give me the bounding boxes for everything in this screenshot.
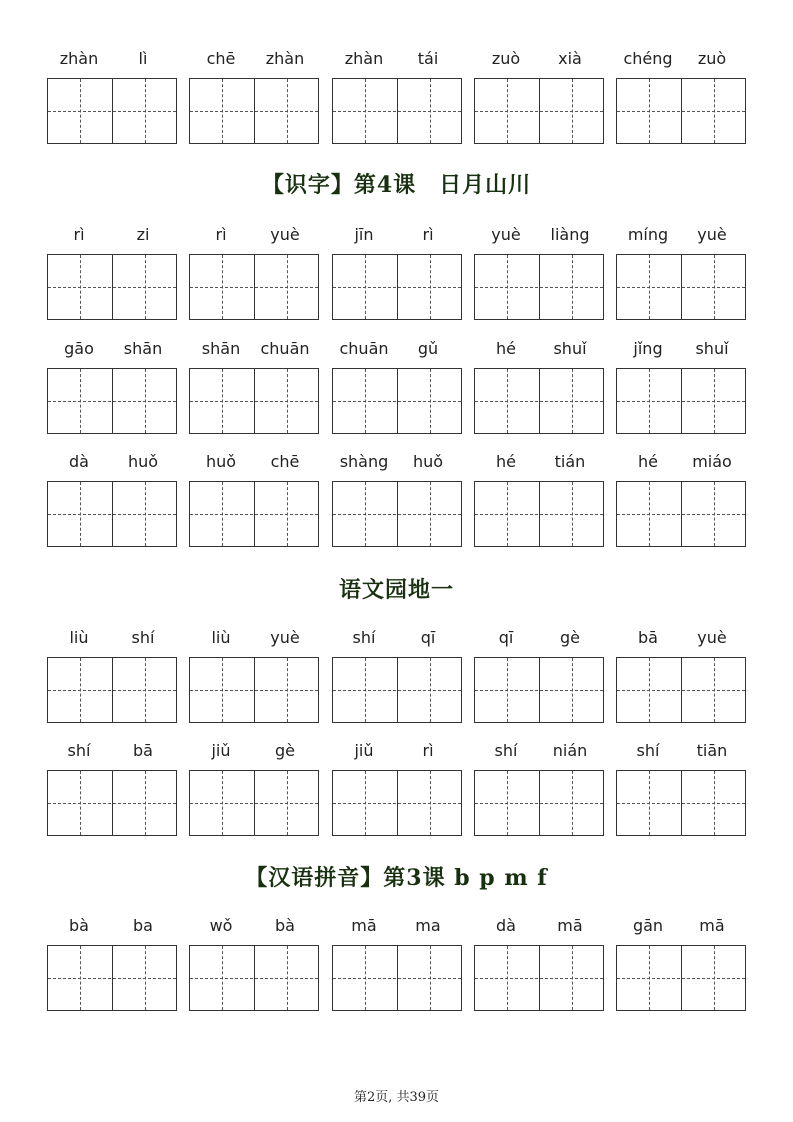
tianzige-box	[47, 368, 177, 434]
cell-guide-horizontal	[617, 978, 745, 979]
tianzige-box	[189, 481, 319, 547]
pinyin-label: rì	[73, 225, 85, 244]
cell-guide-horizontal	[617, 803, 745, 804]
tianzige-box	[189, 78, 319, 144]
pinyin-label: zhàn	[265, 49, 305, 68]
cell-guide-horizontal	[48, 111, 176, 112]
pinyin-label: huǒ	[205, 452, 237, 471]
pinyin-label: tián	[554, 452, 586, 471]
pinyin-label: shàng	[339, 452, 389, 471]
tianzige-box	[616, 78, 746, 144]
pinyin-label: bā	[638, 628, 658, 647]
cell-guide-horizontal	[333, 690, 461, 691]
pinyin-label: zuò	[697, 49, 727, 68]
pinyin-label: shuǐ	[553, 339, 587, 358]
pinyin-label: yuè	[697, 628, 727, 647]
cell-guide-horizontal	[475, 287, 603, 288]
pinyin-label: dà	[496, 916, 516, 935]
pinyin-label: hé	[638, 452, 658, 471]
tianzige-box	[189, 945, 319, 1011]
pinyin-label: shān	[123, 339, 163, 358]
tianzige-box	[47, 657, 177, 723]
tianzige-box	[47, 481, 177, 547]
tianzige-box	[474, 770, 604, 836]
pinyin-label: gè	[275, 741, 295, 760]
cell-guide-horizontal	[48, 514, 176, 515]
pinyin-label: mā	[557, 916, 583, 935]
pinyin-label: nián	[552, 741, 588, 760]
tianzige-box	[616, 657, 746, 723]
pinyin-label: tái	[417, 49, 439, 68]
pinyin-label: gāo	[64, 339, 94, 358]
tianzige-box	[332, 78, 462, 144]
tianzige-box	[47, 770, 177, 836]
tianzige-box	[474, 945, 604, 1011]
tianzige-box	[332, 770, 462, 836]
cell-guide-horizontal	[190, 978, 318, 979]
pinyin-label: shí	[636, 741, 660, 760]
tianzige-box	[47, 254, 177, 320]
pinyin-label: chuān	[260, 339, 310, 358]
cell-guide-horizontal	[475, 690, 603, 691]
cell-guide-horizontal	[333, 514, 461, 515]
cell-guide-horizontal	[617, 111, 745, 112]
tianzige-box	[189, 770, 319, 836]
pinyin-label: miáo	[692, 452, 732, 471]
tianzige-box	[47, 945, 177, 1011]
pinyin-label: zi	[136, 225, 150, 244]
cell-guide-horizontal	[617, 401, 745, 402]
pinyin-label: qī	[420, 628, 436, 647]
pinyin-label: liàng	[550, 225, 590, 244]
tianzige-box	[616, 368, 746, 434]
pinyin-label: gān	[632, 916, 664, 935]
pinyin-label: rì	[422, 741, 434, 760]
cell-guide-horizontal	[333, 401, 461, 402]
pinyin-label: gǔ	[417, 339, 439, 358]
pinyin-label: míng	[627, 225, 669, 244]
pinyin-label: mā	[699, 916, 725, 935]
cell-guide-horizontal	[190, 111, 318, 112]
cell-guide-horizontal	[48, 287, 176, 288]
cell-guide-horizontal	[190, 690, 318, 691]
tianzige-box	[189, 657, 319, 723]
pinyin-label: zhàn	[344, 49, 384, 68]
pinyin-label: liù	[211, 628, 231, 647]
tianzige-box	[474, 254, 604, 320]
cell-guide-horizontal	[333, 978, 461, 979]
pinyin-label: huǒ	[127, 452, 159, 471]
pinyin-label: mā	[351, 916, 377, 935]
pinyin-label: yuè	[697, 225, 727, 244]
pinyin-label: dà	[69, 452, 89, 471]
cell-guide-horizontal	[617, 690, 745, 691]
cell-guide-horizontal	[475, 111, 603, 112]
tianzige-box	[616, 481, 746, 547]
pinyin-label: rì	[215, 225, 227, 244]
cell-guide-horizontal	[333, 287, 461, 288]
pinyin-label: qī	[498, 628, 514, 647]
pinyin-label: ba	[133, 916, 153, 935]
pinyin-label: shí	[352, 628, 376, 647]
pinyin-label: chéng	[623, 49, 673, 68]
pinyin-label: shān	[201, 339, 241, 358]
cell-guide-horizontal	[48, 401, 176, 402]
cell-guide-horizontal	[617, 287, 745, 288]
pinyin-label: yuè	[270, 225, 300, 244]
cell-guide-horizontal	[190, 401, 318, 402]
pinyin-label: jiǔ	[354, 741, 374, 760]
cell-guide-horizontal	[190, 287, 318, 288]
pinyin-label: zhàn	[59, 49, 99, 68]
pinyin-label: shí	[131, 628, 155, 647]
cell-guide-horizontal	[333, 803, 461, 804]
pinyin-label: yuè	[491, 225, 521, 244]
pinyin-label: yuè	[270, 628, 300, 647]
cell-guide-horizontal	[475, 978, 603, 979]
cell-guide-horizontal	[475, 803, 603, 804]
tianzige-box	[47, 78, 177, 144]
pinyin-label: shí	[67, 741, 91, 760]
pinyin-label: bà	[69, 916, 89, 935]
cell-guide-horizontal	[333, 111, 461, 112]
pinyin-label: hé	[496, 339, 516, 358]
pinyin-label: zuò	[491, 49, 521, 68]
pinyin-label: ma	[415, 916, 441, 935]
pinyin-label: chē	[270, 452, 300, 471]
pinyin-label: chuān	[339, 339, 389, 358]
pinyin-label: jǐng	[633, 339, 663, 358]
pinyin-label: huǒ	[412, 452, 444, 471]
lesson-heading-2: 语文园地一	[338, 577, 454, 603]
cell-guide-horizontal	[190, 514, 318, 515]
pinyin-label: gè	[560, 628, 580, 647]
pinyin-label: jiǔ	[211, 741, 231, 760]
cell-guide-horizontal	[48, 978, 176, 979]
lesson-heading-3: 【汉语拼音】第3课 b p m f	[245, 865, 548, 891]
pinyin-label: liù	[69, 628, 89, 647]
tianzige-box	[474, 78, 604, 144]
cell-guide-horizontal	[48, 803, 176, 804]
tianzige-box	[332, 657, 462, 723]
tianzige-box	[616, 945, 746, 1011]
cell-guide-horizontal	[475, 401, 603, 402]
tianzige-box	[332, 481, 462, 547]
tianzige-box	[474, 657, 604, 723]
tianzige-box	[474, 368, 604, 434]
pinyin-label: tiān	[696, 741, 728, 760]
pinyin-label: wǒ	[209, 916, 233, 935]
pinyin-label: shuǐ	[695, 339, 729, 358]
page-footer: 第2页, 共39页	[353, 1090, 440, 1105]
tianzige-box	[332, 254, 462, 320]
tianzige-box	[616, 254, 746, 320]
pinyin-label: lì	[138, 49, 148, 68]
pinyin-label: rì	[422, 225, 434, 244]
cell-guide-horizontal	[617, 514, 745, 515]
tianzige-box	[189, 254, 319, 320]
pinyin-label: hé	[496, 452, 516, 471]
tianzige-box	[332, 945, 462, 1011]
cell-guide-horizontal	[190, 803, 318, 804]
pinyin-label: bā	[133, 741, 153, 760]
pinyin-label: shí	[494, 741, 518, 760]
tianzige-box	[474, 481, 604, 547]
pinyin-label: chē	[206, 49, 236, 68]
pinyin-label: bà	[275, 916, 295, 935]
lesson-heading-1: 【识字】第4课 日月山川	[261, 172, 532, 198]
tianzige-box	[189, 368, 319, 434]
tianzige-box	[332, 368, 462, 434]
pinyin-label: xià	[558, 49, 582, 68]
cell-guide-horizontal	[48, 690, 176, 691]
tianzige-box	[616, 770, 746, 836]
cell-guide-horizontal	[475, 514, 603, 515]
pinyin-label: jīn	[354, 225, 374, 244]
